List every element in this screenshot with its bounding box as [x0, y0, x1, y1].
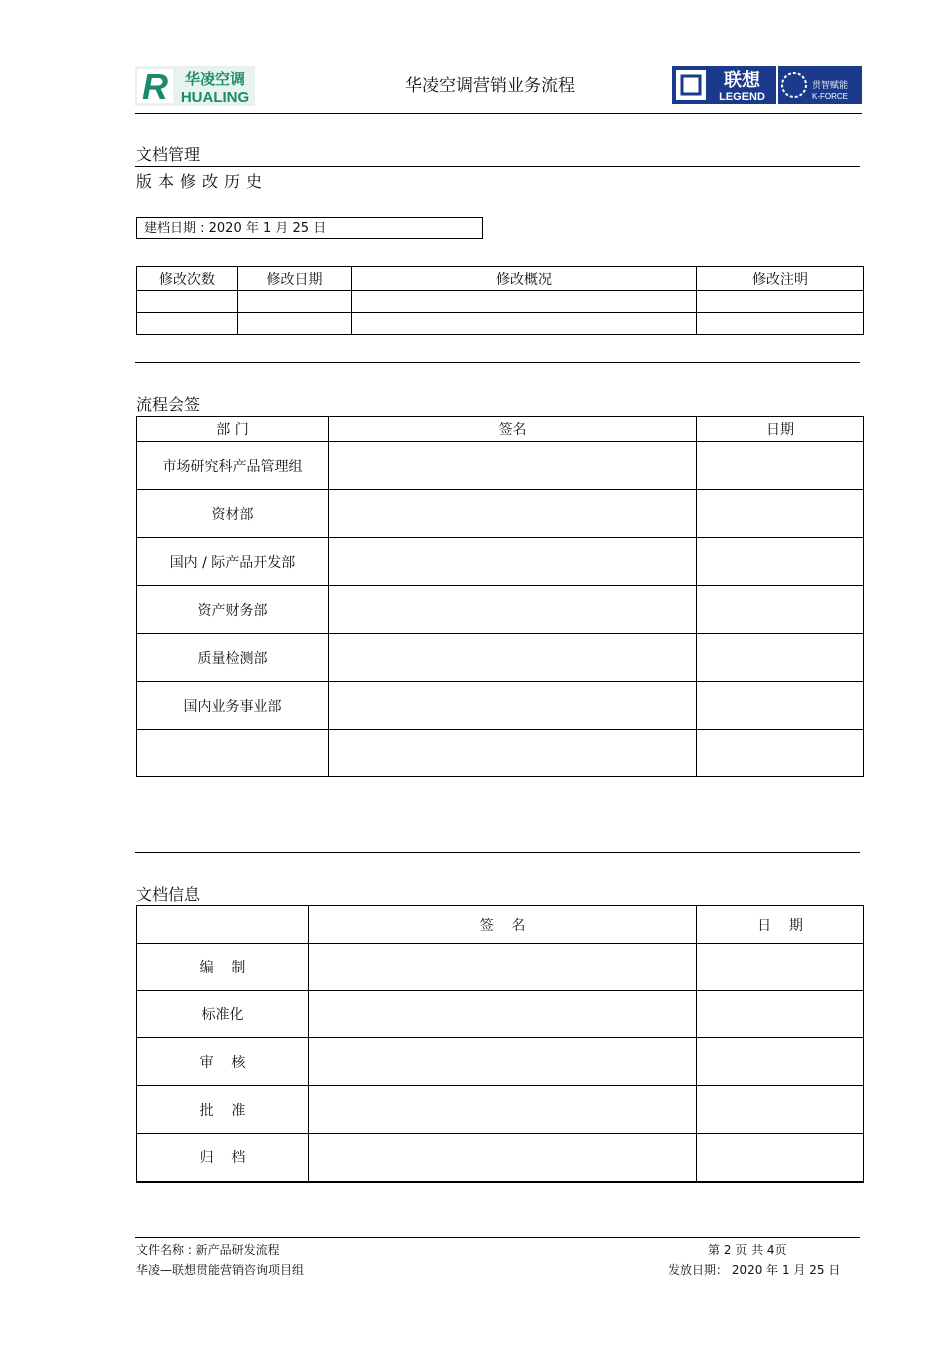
signoff-department: 市场研究科产品管理组 — [137, 442, 329, 490]
revision-cell — [697, 313, 864, 335]
signoff-title: 流程会签 — [136, 395, 201, 414]
hualing-logo — [135, 66, 255, 106]
revision-header: 修改概况 — [352, 267, 697, 291]
doc-info-signature-cell — [309, 991, 697, 1038]
revision-cell — [137, 291, 238, 313]
signoff-signature-cell — [329, 682, 697, 730]
doc-info-signature-cell — [309, 944, 697, 991]
signoff-signature-cell — [329, 586, 697, 634]
signoff-signature-cell — [329, 730, 697, 777]
revision-header: 修改注明 — [697, 267, 864, 291]
doc-info-header: 签 名 — [309, 906, 697, 944]
doc-info-role: 批 准 — [137, 1086, 309, 1134]
version-history-title: 版本修改历史 — [136, 172, 269, 191]
doc-info-title: 文档信息 — [136, 885, 201, 904]
footer-file-name: 文件名称 : 新产品研发流程 — [136, 1243, 280, 1257]
signoff-date-cell — [697, 490, 864, 538]
section-divider — [135, 362, 860, 363]
signoff-date-cell — [697, 730, 864, 777]
doc-info-date-cell — [697, 991, 864, 1038]
doc-info-header: 日 期 — [697, 906, 864, 944]
signoff-department: 资材部 — [137, 490, 329, 538]
signoff-signature-cell — [329, 538, 697, 586]
header-title: 华凌空调营销业务流程 — [405, 76, 575, 96]
legend-logo — [672, 66, 862, 104]
signoff-department: 国内业务事业部 — [137, 682, 329, 730]
revision-cell — [238, 291, 352, 313]
svg-text:R: R — [142, 66, 168, 106]
footer-page-info: 第 2 页 共 4页 — [708, 1243, 787, 1257]
doc-info-date-cell — [697, 1038, 864, 1086]
doc-info-role: 编 制 — [137, 944, 309, 991]
signoff-date-cell — [697, 586, 864, 634]
signoff-header: 签名 — [329, 417, 697, 442]
doc-info-date-cell — [697, 944, 864, 991]
header-rule — [135, 113, 862, 114]
legend-logo-en: LEGEND — [719, 91, 765, 103]
footer-rule — [135, 1237, 860, 1238]
hualing-logo-en: HUALING — [180, 89, 250, 106]
doc-info-role: 归 档 — [137, 1134, 309, 1182]
footer-issue-date: 发放日期： 2020 年 1 月 25 日 — [668, 1263, 841, 1277]
doc-info-role: 标准化 — [137, 991, 309, 1038]
signoff-signature-cell — [329, 490, 697, 538]
signoff-date-cell — [697, 538, 864, 586]
doc-info-signature-cell — [309, 1038, 697, 1086]
doc-mgmt-rule — [135, 166, 860, 167]
hualing-logo-cn: 华凌空调 — [184, 70, 246, 88]
revision-table — [136, 266, 864, 335]
signoff-department: 资产财务部 — [137, 586, 329, 634]
signoff-date-cell — [697, 634, 864, 682]
doc-info-role: 审 核 — [137, 1038, 309, 1086]
revision-header: 修改日期 — [238, 267, 352, 291]
revision-cell — [238, 313, 352, 335]
doc-info-signature-cell — [309, 1086, 697, 1134]
signoff-table — [136, 416, 864, 777]
signoff-signature-cell — [329, 442, 697, 490]
revision-cell — [697, 291, 864, 313]
revision-cell — [137, 313, 238, 335]
signoff-date-cell — [697, 442, 864, 490]
doc-info-signature-cell — [309, 1134, 697, 1182]
signoff-signature-cell — [329, 634, 697, 682]
kforce-logo-en: K-FORCE — [812, 92, 848, 101]
footer-org: 华凌—联想贯能营销咨询项目组 — [136, 1263, 305, 1277]
doc-mgmt-title: 文档管理 — [136, 145, 201, 164]
signoff-department: 质量检测部 — [137, 634, 329, 682]
section-divider — [135, 852, 860, 853]
signoff-header: 日期 — [697, 417, 864, 442]
doc-info-header — [137, 906, 309, 944]
signoff-header: 部 门 — [137, 417, 329, 442]
doc-info-date-cell — [697, 1086, 864, 1134]
doc-info-date-cell — [697, 1134, 864, 1182]
signoff-department — [137, 730, 329, 777]
revision-cell — [352, 291, 697, 313]
signoff-department: 国内 / 际产品开发部 — [137, 538, 329, 586]
revision-cell — [352, 313, 697, 335]
revision-header: 修改次数 — [137, 267, 238, 291]
signoff-date-cell — [697, 682, 864, 730]
kforce-logo-cn: 贯智赋能 — [811, 81, 849, 91]
doc-info-table — [136, 905, 864, 1183]
created-date-box: 建档日期 : 2020 年 1 月 25 日 — [136, 217, 483, 239]
legend-logo-cn: 联想 — [724, 70, 760, 91]
